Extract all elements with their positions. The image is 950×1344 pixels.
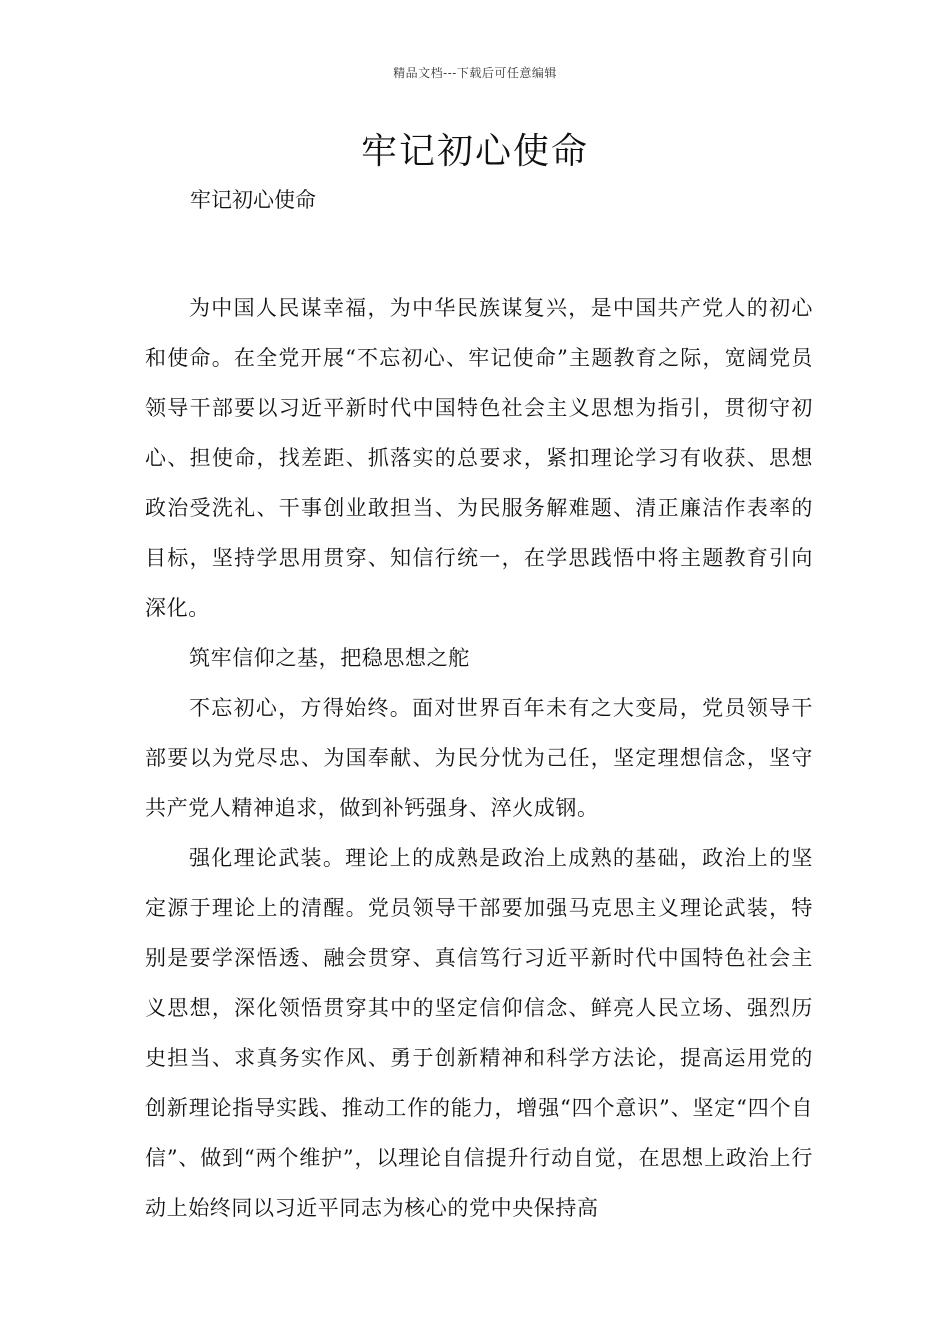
section-heading: 筑牢信仰之基，把稳思想之舵 bbox=[189, 646, 470, 670]
document-title: 牢记初心使命 bbox=[360, 131, 589, 172]
document-body bbox=[145, 283, 813, 1233]
document-subtitle: 牢记初心使命 bbox=[190, 188, 316, 212]
paragraph-intro: 为中国人民谋幸福，为中华民族谋复兴，是中国共产党人的初心和使命。在全党开展“不忘初心、牢记使命”主题教育之际，宽阔党员领导干部要以习近平新时代中国特色社会主义思想为指引，贯彻守初心、担使命，找差距、抓落实的总要求，紧扣理论学习有收获、思想政治受洗礼、干事创业敢担当、为民服务解难题、清正廉洁作表率的目标，坚持学思用贯穿、知信行统一，在学思践悟中将主题教育引向深化。 bbox=[145, 296, 813, 620]
paragraph-original-aspiration: 不忘初心，方得始终。面对世界百年未有之大变局，党员领导干部要以为党尽忠、为国奉献、为民分忧为己任，坚定理想信念，坚守共产党人精神追求，做到补钙强身、淬火成钢。 bbox=[145, 696, 813, 820]
header-note: 精品文档---下载后可任意编辑 bbox=[393, 66, 557, 80]
paragraph-theory-armament: 强化理论武装。理论上的成熟是政治上成熟的基础，政治上的坚定源于理论上的清醒。党员领导干部要加强马克思主义理论武装，特别是要学深悟透、融会贯穿、真信笃行习近平新时代中国特色社会主义思想，深化领悟贯穿其中的坚定信仰信念、鲜亮人民立场、强烈历史担当、求真务实作风、勇于创新精神和科学方法论，提高运用党的创新理论指导实践、推动工作的能力，增强“四个意识”、坚定“四个自信”、做到“两个维护”，以理论自信提升行动自觉，在思想上政治上行动上始终同以习近平同志为核心的党中央保持高 bbox=[145, 846, 813, 1220]
